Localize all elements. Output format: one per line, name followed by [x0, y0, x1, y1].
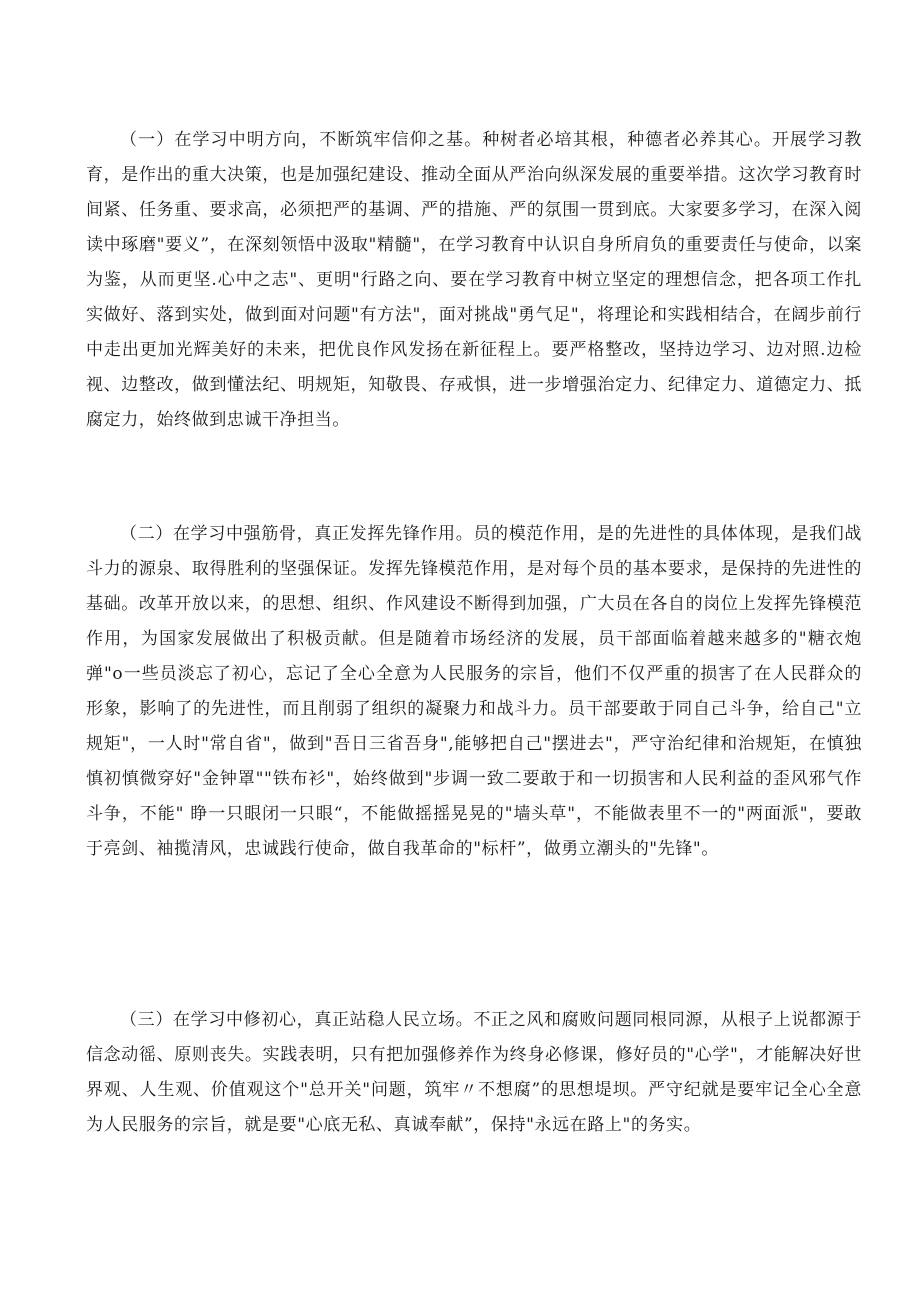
paragraph-1: （一）在学习中明方向，不断筑牢信仰之基。种树者必培其根，种德者必养其心。开展学习教育，是作出的重大决策，也是加强纪建设、推动全面从严治向纵深发展的重要举措。这次学习教育时间紧、任务重、要求高，必须把严的基调、严的措施、严的氛围一贯到底。大家要多学习，在深入阅读中琢磨"要义”，在深刻领悟中汲取"精髓"，在学习教育中认识自身所肩负的重要责任与使命，以案为鉴，从而更坚.心中之志"、更明"行路之向、要在学习教育中树立坚定的理想信念，把各项工作扎实做好、落到实处，做到面对问题"有方法"，面对挑战"勇气足"，将理论和实践相结合，在阔步前行中走出更加光辉美好的未来，把优良作风发扬在新征程上。要严格整改，坚持边学习、边对照.边检视、边整改，做到懂法纪、明规矩，知敬畏、存戒惧，进一步增强治定力、纪律定力、道德定力、抵腐定力，始终做到忠诚干净担当。 [86, 130, 862, 430]
paragraph-3: （三）在学习中修初心，真正站稳人民立场。不正之风和腐败问题同根同源，从根子上说都源于信念动徭、原则丧失。实践表明，只有把加强修养作为终身必修课，修好员的"心学"，才能解决好世界观、人生观、价值观这个"总开关"问题，筑牢〃不想腐”的思想堤坝。严守纪就是要牢记全心全意为人民服务的宗旨，就是要"心底无私、真诚奉献”，保持"永远在路上"的务实。 [86, 1010, 862, 1135]
paragraph-2: （二）在学习中强筋骨，真正发挥先锋作用。员的模范作用，是的先进性的具体体现，是我们战斗力的源泉、取得胜利的坚强保证。发挥先锋模范作用，是对每个员的基本要求，是保持的先进性的基础。改革开放以来，的思想、组织、作风建设不断得到加强，广大员在各自的岗位上发挥先锋模范作用，为国家发展做出了积极贡献。但是随着市场经济的发展，员干部面临着越来越多的"糖衣炮弹"o一些员淡忘了初心，忘记了全心全意为人民服务的宗旨，他们不仅严重的损害了在人民群众的形象，影响了的先进性，而且削弱了组织的凝聚力和战斗力。员干部要敢于同自己斗争，给自己"立规矩"，一人时"常自省"，做到"吾日三省吾身",能够把自己"摆进去"，严守治纪律和治规矩，在慎独慎初慎微穿好"金钟罩""铁布衫"，始终做到"步调一致二要敢于和一切损害和人民利益的歪风邪气作斗争，不能" 睁一只眼闭一只眼“，不能做摇摇晃晃的"墙头草"，不能做表里不一的"两面派"，要敢于亮剑、袖揽清风，忠诚践行使命，做自我革命的"标杆”，做勇立潮头的"先锋"。 [86, 524, 862, 859]
